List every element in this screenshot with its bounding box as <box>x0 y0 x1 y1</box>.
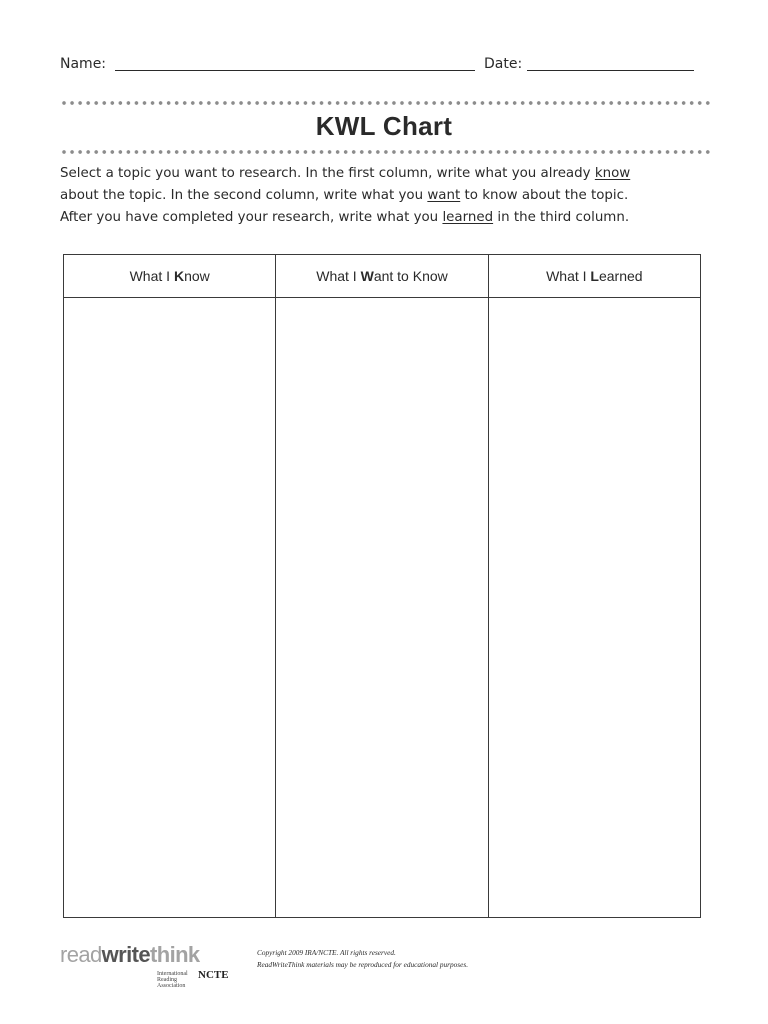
bottom-dotted-divider <box>60 149 710 155</box>
instructions <box>60 163 710 229</box>
learned-writing-area[interactable] <box>488 298 700 918</box>
want-writing-area[interactable] <box>276 298 488 918</box>
instructions-text: to know about the topic. <box>460 188 629 203</box>
column-header-learned: What I Learned <box>488 255 700 298</box>
readwritethink-logo: readwritethink <box>60 942 200 967</box>
ira-logo: International Reading Association <box>157 971 188 989</box>
copyright-notice <box>257 947 468 970</box>
table-header-row <box>64 255 701 298</box>
learned-emphasis: learned <box>442 210 494 225</box>
instructions-line-2 <box>60 185 710 207</box>
copyright-line: Copyright 2009 IRA/NCTE. All rights reserved. <box>257 948 396 957</box>
name-label: Name: <box>60 56 107 72</box>
name-field[interactable] <box>115 70 475 71</box>
want-emphasis: want <box>427 188 461 203</box>
kwl-table <box>63 254 701 918</box>
instructions-text: After you have completed your research, write what you <box>60 210 443 225</box>
top-dotted-divider <box>60 100 710 106</box>
date-label: Date: <box>484 56 523 72</box>
know-emphasis: know <box>594 166 631 181</box>
know-writing-area[interactable] <box>64 298 276 918</box>
column-header-want: What I Want to Know <box>276 255 488 298</box>
page-title: KWL Chart <box>315 111 453 141</box>
instructions-text: Select a topic you want to research. In the first column, write what you already <box>60 166 595 181</box>
table-body-row <box>64 298 701 918</box>
reproduction-note: ReadWriteThink materials may be reproduced for educational purposes. <box>257 959 469 969</box>
instructions-line-1 <box>60 163 710 185</box>
instructions-text: about the topic. In the second column, write what you <box>60 188 428 203</box>
ncte-logo: NCTE <box>198 969 229 981</box>
instructions-text: in the third column. <box>493 210 630 225</box>
column-header-know: What I Know <box>64 255 276 298</box>
instructions-line-3 <box>60 207 710 229</box>
date-field[interactable] <box>527 70 694 71</box>
